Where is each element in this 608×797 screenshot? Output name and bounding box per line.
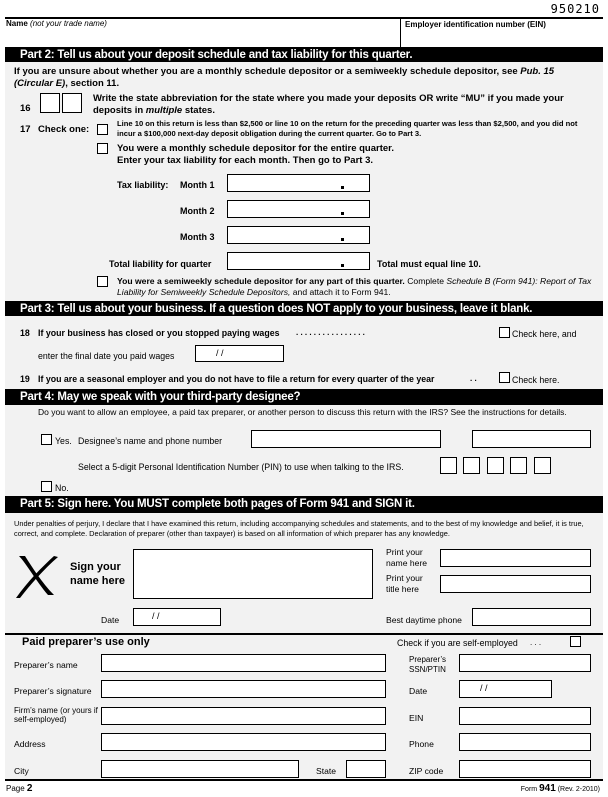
firm-name-label: Firm’s name (or yours if self-employed) bbox=[14, 706, 98, 724]
name-label bbox=[6, 19, 107, 28]
line19-check-label: Check here. bbox=[512, 375, 560, 385]
form-id bbox=[521, 783, 600, 794]
preparer-phone-input[interactable] bbox=[459, 733, 591, 751]
month1-label: Month 1 bbox=[180, 180, 215, 190]
part2-title: Part 2: Tell us about your deposit schedule and tax liability for this quarter. bbox=[5, 47, 603, 62]
zip-label: ZIP code bbox=[409, 766, 444, 776]
intro-text: If you are unsure about whether you are a monthly schedule depositor or a semiweekly schedule depositor, see bbox=[14, 66, 518, 77]
sign-label: Sign your name here bbox=[70, 561, 126, 587]
self-employed-dots: . . . bbox=[530, 638, 542, 647]
form-number: 941 bbox=[539, 783, 556, 794]
pin-digit-1[interactable] bbox=[440, 457, 457, 474]
address-input[interactable] bbox=[101, 733, 386, 751]
address-label: Address bbox=[14, 739, 46, 749]
perjury-statement: Under penalties of perjury, I declare that I have examined this return, including accompanying schedules and statements, and to the best of my knowledge and belief, it is true, correct, and complete. Declaration of preparer (other than taxpayer) is based on all information of which preparer has any knowledge. bbox=[14, 519, 584, 538]
pin-digit-5[interactable] bbox=[534, 457, 551, 474]
daytime-phone-input[interactable] bbox=[472, 608, 591, 626]
page-label: Page bbox=[6, 784, 25, 793]
line16-text bbox=[93, 93, 593, 117]
line16-instructions: Write the state abbreviation for the state where you made your deposits OR write “MU” if you made your deposits in bbox=[93, 93, 564, 116]
designee-question: Do you want to allow an employee, a paid tax preparer, or another person to discuss this return with the IRS? See the instructions for details. bbox=[38, 407, 567, 417]
checkbox-designee-no[interactable] bbox=[41, 481, 52, 492]
date-separator: / / bbox=[480, 683, 488, 693]
designee-phone-input[interactable] bbox=[472, 430, 591, 448]
form-revision: (Rev. 2-2010) bbox=[557, 786, 600, 793]
total-note: Total must equal line 10. bbox=[377, 259, 481, 269]
line18-text: If your business has closed or you stopped paying wages bbox=[38, 328, 280, 338]
total-liability-label: Total liability for quarter bbox=[109, 259, 212, 269]
line16-number: 16 bbox=[20, 103, 31, 114]
print-name-input[interactable] bbox=[440, 549, 591, 567]
checkbox-monthly-depositor[interactable] bbox=[97, 143, 108, 154]
tax-liability-label: Tax liability: bbox=[117, 180, 169, 190]
preparer-phone-label: Phone bbox=[409, 739, 434, 749]
yes-label: Yes. bbox=[55, 436, 72, 446]
line18-dots: . . . . . . . . . . . . . . . . bbox=[296, 328, 365, 337]
pin-label: Select a 5-digit Personal Identification Number (PIN) to use when talking to the IRS. bbox=[78, 462, 404, 472]
line19-text: If you are a seasonal employer and you do not have to file a return for every quarter of the year bbox=[38, 374, 435, 384]
line18-check-label: Check here, and bbox=[512, 329, 577, 339]
date-separator: / / bbox=[152, 611, 160, 621]
page-number bbox=[6, 783, 32, 794]
part4-title: Part 4: May we speak with your third-party designee? bbox=[5, 389, 603, 405]
option3-italic: Schedule B (Form 941): Report of Tax Liability for Semiweekly Schedule Depositors, bbox=[117, 276, 592, 297]
checkbox-designee-yes[interactable] bbox=[41, 434, 52, 445]
city-input[interactable] bbox=[101, 760, 299, 778]
part5-title: Part 5: Sign here. You MUST complete both pages of Form 941 and SIGN it. bbox=[5, 496, 603, 513]
month1-input[interactable] bbox=[227, 174, 370, 192]
signature-input[interactable] bbox=[133, 549, 373, 599]
intro-ref: Pub. 15 (Circular E) bbox=[14, 66, 555, 89]
preparer-ein-label: EIN bbox=[409, 713, 424, 723]
form-label: Form bbox=[520, 786, 538, 793]
header-divider bbox=[400, 17, 401, 47]
option3-bold: You were a semiweekly schedule depositor for any part of this quarter. bbox=[117, 276, 405, 286]
state-box-2[interactable] bbox=[62, 93, 82, 113]
preparer-name-input[interactable] bbox=[101, 654, 386, 672]
checkbox-seasonal-employer[interactable] bbox=[499, 372, 510, 383]
print-name-label: Print your name here bbox=[386, 547, 428, 568]
pin-digit-3[interactable] bbox=[487, 457, 504, 474]
city-label: City bbox=[14, 766, 29, 776]
sign-date-input[interactable] bbox=[133, 608, 221, 626]
ein-label: Employer identification number (EIN) bbox=[405, 20, 546, 29]
preparer-title: Paid preparer’s use only bbox=[22, 636, 150, 648]
part3-title: Part 3: Tell us about your business. If a question does NOT apply to your business, leave it blank. bbox=[5, 301, 603, 316]
name-label-text: Name bbox=[6, 19, 28, 28]
line19-number: 19 bbox=[20, 374, 30, 384]
no-label: No. bbox=[55, 483, 69, 493]
final-date-label: enter the final date you paid wages bbox=[38, 351, 175, 361]
firm-name-input[interactable] bbox=[101, 707, 386, 725]
ssn-ptin-label: Preparer’s SSN/PTIN bbox=[409, 655, 447, 674]
checkbox-business-closed[interactable] bbox=[499, 327, 510, 338]
preparer-signature-label: Preparer’s signature bbox=[14, 686, 92, 696]
state-input[interactable] bbox=[346, 760, 386, 778]
print-title-label: Print your title here bbox=[386, 573, 423, 594]
pin-digit-2[interactable] bbox=[463, 457, 480, 474]
state-box-1[interactable] bbox=[40, 93, 60, 113]
form-code: 950210 bbox=[550, 2, 600, 16]
checkbox-semiweekly-depositor[interactable] bbox=[97, 276, 108, 287]
self-employed-label: Check if you are self-employed bbox=[397, 638, 518, 648]
month2-input[interactable] bbox=[227, 200, 370, 218]
part4-body bbox=[5, 405, 603, 496]
date-separator: / / bbox=[216, 348, 224, 358]
ssn-ptin-input[interactable] bbox=[459, 654, 591, 672]
part2-intro bbox=[14, 66, 594, 90]
preparer-name-label: Preparer’s name bbox=[14, 660, 78, 670]
checkbox-self-employed[interactable] bbox=[570, 636, 581, 647]
sign-here-x-icon bbox=[14, 553, 58, 599]
page-num: 2 bbox=[26, 783, 33, 794]
divider bbox=[5, 779, 603, 781]
check-one-label: Check one: bbox=[38, 124, 90, 135]
total-liability-input[interactable] bbox=[227, 252, 370, 270]
line16-italic: multiple bbox=[145, 105, 183, 116]
state-label: State bbox=[316, 766, 337, 776]
month3-input[interactable] bbox=[227, 226, 370, 244]
intro-end: , section 11. bbox=[65, 78, 120, 89]
designee-label: Designee’s name and phone number bbox=[78, 436, 223, 446]
option3-a: Complete bbox=[407, 276, 444, 286]
daytime-phone-label: Best daytime phone bbox=[386, 615, 462, 625]
option2-text: You were a monthly schedule depositor for the entire quarter. Enter your tax liability for each month. Then go to Part 3. bbox=[117, 143, 394, 166]
checkbox-less-than-2500[interactable] bbox=[97, 124, 108, 135]
line18-number: 18 bbox=[20, 328, 30, 338]
option3-text bbox=[117, 276, 597, 298]
designee-name-input[interactable] bbox=[251, 430, 441, 448]
option3-b: and attach it to Form 941. bbox=[292, 287, 391, 297]
preparer-signature-input[interactable] bbox=[101, 680, 386, 698]
option1-text: Line 10 on this return is less than $2,500 or line 10 on the return for the preceding quarter was less than $2,500, and you did not incur a $100,000 next-day deposit obligation during the current quarter. Go to Part 3. bbox=[117, 119, 578, 138]
preparer-date-input[interactable] bbox=[459, 680, 552, 698]
sign-date-label: Date bbox=[101, 615, 120, 625]
print-title-input[interactable] bbox=[440, 575, 591, 593]
month3-label: Month 3 bbox=[180, 232, 215, 242]
pin-digit-4[interactable] bbox=[510, 457, 527, 474]
preparer-ein-input[interactable] bbox=[459, 707, 591, 725]
month2-label: Month 2 bbox=[180, 206, 215, 216]
final-date-input[interactable] bbox=[195, 345, 284, 362]
line19-dots: . . bbox=[470, 374, 477, 383]
name-note: (not your trade name) bbox=[30, 19, 107, 28]
preparer-date-label: Date bbox=[409, 686, 428, 696]
line17-number: 17 bbox=[20, 124, 31, 135]
zip-input[interactable] bbox=[459, 760, 591, 778]
line16-end: states. bbox=[184, 105, 215, 116]
